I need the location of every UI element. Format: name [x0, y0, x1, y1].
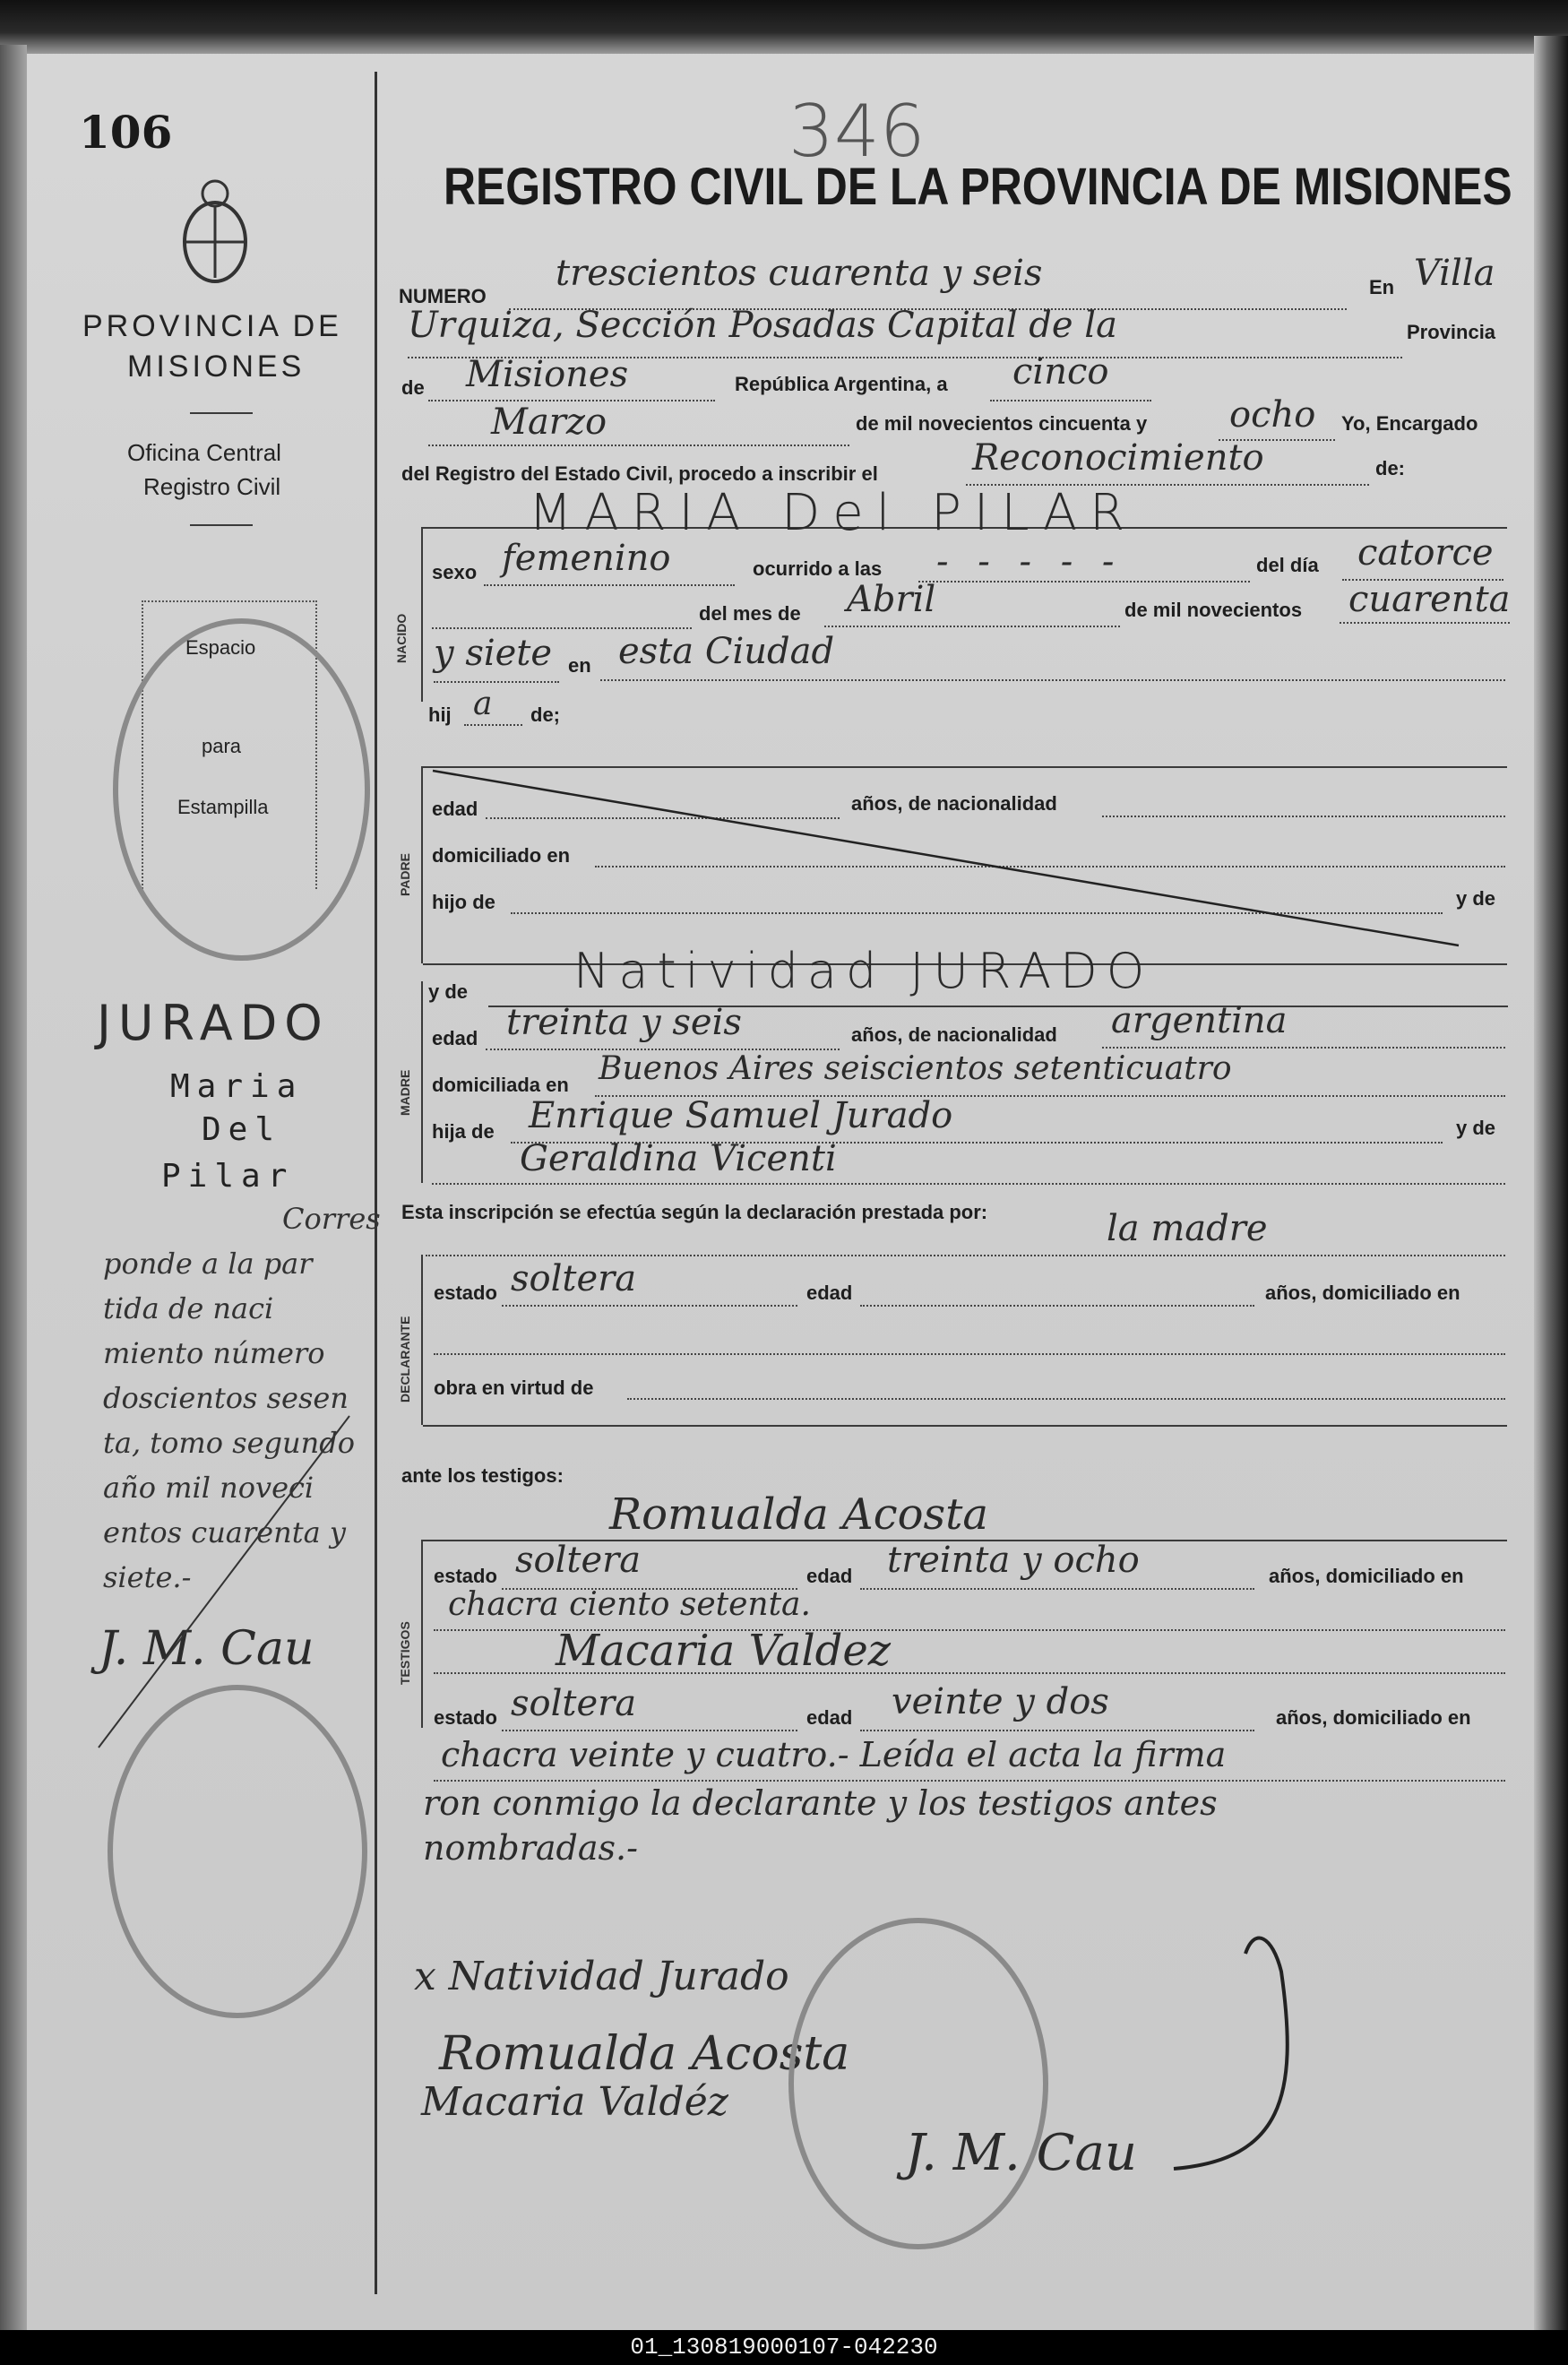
divider: [190, 524, 253, 526]
year-value: ocho: [1229, 394, 1316, 436]
ocurrido-value: - - - - -: [936, 541, 1124, 583]
section-bracket: [421, 1255, 423, 1425]
margin-surname: JURADO: [97, 995, 330, 1051]
margin-given2: Del: [202, 1111, 282, 1148]
testigo1-edad-value: treinta y ocho: [887, 1540, 1140, 1581]
hij-label: hij: [428, 703, 452, 726]
handwritten-record-number: 346: [788, 90, 926, 173]
fill-line: [428, 445, 849, 446]
testigos-ante-label: ante los testigos:: [401, 1464, 564, 1487]
padre-domicilio-label: domiciliado en: [432, 844, 571, 867]
fill-line: [502, 1305, 797, 1307]
signature-official-right: J. M. Cau: [905, 2124, 1137, 2182]
madre-anos-label: años, de nacionalidad: [851, 1023, 1057, 1046]
side-label-padre: PADRE: [398, 853, 412, 896]
place-value1: Villa: [1414, 253, 1495, 294]
fill-line: [502, 1730, 797, 1731]
side-label-declarante: DECLARANTE: [398, 1316, 412, 1403]
declarante-anos-label: años, domiciliado en: [1265, 1282, 1460, 1304]
provincia-label: Provincia: [1407, 321, 1496, 343]
testigo1-estado-label: estado: [434, 1565, 497, 1587]
official-seal: [113, 618, 370, 961]
madre-edad-label: edad: [432, 1027, 478, 1049]
de-label: de: [401, 376, 425, 399]
nacido-en-label: en: [568, 654, 591, 677]
coat-of-arms-icon: [170, 170, 260, 296]
right-book-edge: [1534, 36, 1568, 2330]
section-bracket: [421, 1540, 423, 1728]
fill-line: [434, 1780, 1505, 1782]
left-book-edge: [0, 45, 27, 2330]
testigo2-edad-label: edad: [806, 1706, 853, 1729]
section-bracket: [421, 527, 423, 702]
fill-line: [860, 1588, 1254, 1590]
fill-line: [990, 400, 1151, 401]
dia-value: catorce: [1357, 532, 1494, 574]
padre-strike-line: [428, 766, 1468, 963]
padre-anos-label: años, de nacionalidad: [851, 792, 1057, 815]
testigo1-anos-label: años, domiciliado en: [1269, 1565, 1464, 1587]
de2-label: de:: [1375, 457, 1405, 479]
stamp-box-line3: Estampilla: [177, 796, 269, 818]
declarante-estado-label: estado: [434, 1282, 497, 1304]
divider: [190, 412, 253, 414]
ocurrido-label: ocurrido a las: [753, 557, 883, 580]
province-value: Misiones: [466, 354, 629, 395]
office-line2: Registro Civil: [143, 473, 281, 500]
fill-line: [434, 1672, 1505, 1674]
margin-line: entos cuarenta y: [103, 1515, 346, 1549]
fill-line: [860, 1730, 1254, 1731]
act-value: Reconocimiento: [972, 437, 1264, 479]
signature-witness1: Romualda Acosta: [439, 2027, 850, 2081]
year-label: de mil novecientos cincuenta y: [856, 412, 1148, 435]
testigo2-name: Macaria Valdez: [556, 1626, 892, 1676]
fill-line: [1102, 1047, 1505, 1049]
margin-line: miento número: [103, 1336, 325, 1370]
fill-line: [824, 626, 1120, 627]
fill-line: [464, 724, 522, 726]
margin-line: Corres: [282, 1202, 381, 1236]
section-rule: [423, 1425, 1507, 1427]
fill-line: [484, 584, 735, 586]
padre-hijo-label: hijo de: [432, 891, 495, 913]
margin-line: ta, tomo segundo: [103, 1426, 355, 1460]
signature-flourish: [1147, 1918, 1308, 2187]
mes-value: Abril: [847, 579, 936, 620]
madre-yde2-label: y de: [1456, 1117, 1496, 1139]
margin-given1: Maria: [170, 1068, 304, 1105]
side-label-testigos: TESTIGOS: [398, 1621, 412, 1685]
margin-line: siete.-: [103, 1560, 192, 1594]
section-bracket: [421, 766, 423, 963]
child-name: MARIA Del PILAR: [529, 484, 1138, 542]
margin-given3: Pilar: [161, 1158, 295, 1195]
stamp-box-line2: para: [202, 735, 242, 757]
testigo2-edad-value: veinte y dos: [892, 1681, 1109, 1722]
sexo-label: sexo: [432, 561, 478, 583]
declarante-name: la madre: [1107, 1208, 1268, 1249]
testigo1-edad-label: edad: [806, 1565, 853, 1587]
signature-witness2: Macaria Valdéz: [421, 2079, 728, 2125]
office-line1: Oficina Central: [127, 439, 281, 466]
top-book-edge: [0, 0, 1568, 54]
fill-line: [432, 627, 692, 629]
declarante-edad-label: edad: [806, 1282, 853, 1304]
fill-line: [426, 1255, 1505, 1256]
page-number: 106: [79, 106, 173, 159]
year-value2: y siete: [434, 633, 553, 674]
closing-line2: nombradas.-: [423, 1828, 638, 1868]
en-label: En: [1369, 276, 1395, 298]
side-label-madre: MADRE: [398, 1069, 412, 1116]
numero-label: NUMERO: [399, 285, 487, 307]
month-value: Marzo: [491, 401, 607, 443]
madre-yde-label: y de: [428, 980, 469, 1003]
fill-line: [1340, 622, 1510, 624]
province-line2: MISIONES: [127, 350, 306, 384]
margin-line: doscientos sesen: [103, 1381, 349, 1415]
fill-line: [600, 679, 1505, 681]
day-value: cinco: [1012, 351, 1109, 393]
declarante-estado-value: soltera: [511, 1258, 637, 1299]
testigo2-domicilio-value: chacra veinte y cuatro.- Leída el acta la firma: [441, 1735, 1227, 1774]
madre-madre-value: Geraldina Vicenti: [520, 1138, 837, 1179]
place-value2: Urquiza, Sección Posadas Capital de la: [408, 305, 1117, 346]
madre-domicilio-value: Buenos Aires seiscientos setenticuatro: [599, 1050, 1232, 1087]
section-bracket: [421, 981, 423, 1183]
margin-line: año mil noveci: [103, 1471, 314, 1505]
stamp-box-line1: Espacio: [185, 636, 256, 659]
numero-value: trescientos cuarenta y seis: [556, 253, 1043, 294]
testigo1-estado-value: soltera: [515, 1540, 642, 1581]
margin-line: ponde a la par: [103, 1247, 313, 1281]
republica-label: República Argentina, a: [735, 373, 948, 395]
margin-line: tida de naci: [103, 1291, 274, 1325]
madre-edad-value: treinta y seis: [506, 1002, 742, 1043]
official-seal: [788, 1918, 1048, 2249]
testigo2-estado-label: estado: [434, 1706, 497, 1729]
mes-label: del mes de: [699, 602, 801, 625]
page-title: REGISTRO CIVIL DE LA PROVINCIA DE MISIONES: [444, 158, 1512, 216]
estado-label: del Registro del Estado Civil, procedo a inscribir el: [401, 462, 878, 485]
year-value1: cuarenta: [1348, 579, 1511, 620]
testigo2-anos-label: años, domiciliado en: [1276, 1706, 1471, 1729]
padre-yde-label: y de: [1456, 887, 1496, 910]
fill-line: [432, 1183, 1505, 1185]
signature-official-left: J. M. Cau: [99, 1622, 314, 1676]
padre-edad-label: edad: [432, 798, 478, 820]
fill-line: [434, 1353, 1505, 1355]
scan-caption: 01_130819000107-042230: [0, 2330, 1568, 2365]
fill-line: [627, 1398, 1505, 1400]
dia-label: del día: [1256, 554, 1319, 576]
side-label-nacido: NACIDO: [394, 613, 409, 663]
sexo-value: femenino: [502, 538, 671, 579]
testigo1-domicilio-value: chacra ciento setenta.: [448, 1586, 811, 1623]
testigo1-name: Romualda Acosta: [609, 1489, 989, 1540]
madre-nacionalidad-value: argentina: [1111, 1000, 1288, 1041]
fill-line: [434, 681, 559, 683]
declarante-obra-label: obra en virtud de: [434, 1377, 594, 1399]
lugar-value: esta Ciudad: [618, 631, 835, 672]
fill-line: [860, 1305, 1254, 1307]
closing-line1: ron conmigo la declarante y los testigos antes: [423, 1783, 1218, 1823]
madre-padre-value: Enrique Samuel Jurado: [529, 1095, 953, 1136]
testigo2-estado-value: soltera: [511, 1683, 637, 1724]
mother-name: Natividad JURADO: [573, 943, 1154, 999]
madre-domicilio-label: domiciliada en: [432, 1074, 569, 1096]
margin-divider: [375, 72, 377, 2294]
declarante-intro: Esta inscripción se efectúa según la declaración prestada por:: [401, 1201, 988, 1223]
nacido-de-label: de;: [530, 703, 560, 726]
encargado-label: Yo, Encargado: [1341, 412, 1478, 435]
province-line1: PROVINCIA DE: [82, 309, 342, 343]
madre-hija-label: hija de: [432, 1120, 495, 1143]
signature-mother: x Natividad Jurado: [414, 1954, 789, 1999]
hij-value: a: [473, 686, 493, 722]
mil-label: de mil novecientos: [1124, 599, 1303, 621]
